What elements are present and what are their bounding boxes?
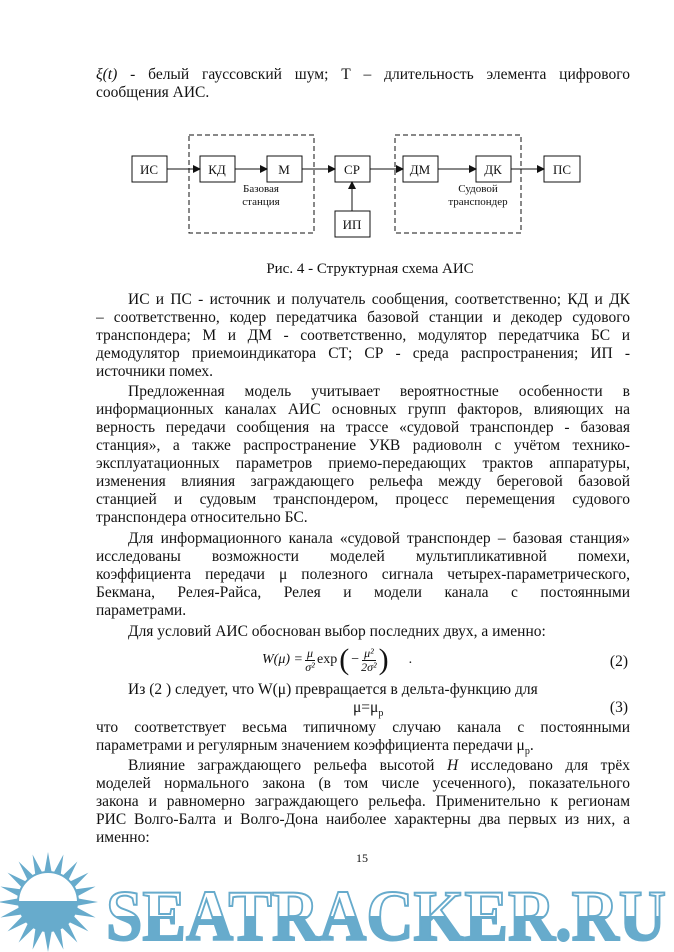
text-line: исследованы возможности моделей мультипликативной помехи, <box>96 548 630 565</box>
group-label: транспондер <box>448 196 508 208</box>
text-line: что соответствует весьма типичному случаю канала с постоянными <box>96 719 630 736</box>
figure-caption: Рис. 4 - Структурная схема АИС <box>266 261 474 277</box>
watermark-text: SEATRACKER.RU <box>106 876 666 952</box>
eq-dot: . <box>408 652 413 667</box>
equation-2 <box>262 645 412 675</box>
block-kd: КД <box>208 162 226 177</box>
equation-3 <box>353 699 383 719</box>
variable-h: H <box>446 757 459 774</box>
eq-text: μ=μ <box>353 699 379 716</box>
subscript: р <box>524 746 530 758</box>
text-line: изменения влияния заграждающего рельефа между береговой базовой <box>96 473 630 490</box>
minus: − <box>351 652 360 667</box>
structure-diagram <box>0 0 674 260</box>
text-line: коэффициента передачи μ полезного сигнала четырех-параметрического, <box>96 566 630 583</box>
text-line <box>96 757 630 775</box>
numerator: μ <box>306 645 313 660</box>
block-m: М <box>278 162 290 177</box>
block-ps: ПС <box>552 162 572 177</box>
text-line: Бекмана, Релея-Райса, Релея и модели канала с постоянными <box>96 584 630 601</box>
text: - белый гауссовский шум; Т – длительность элемента цифрового <box>117 66 630 83</box>
text-line: ИС и ПС - источник и получатель сообщения, соответственно; КД и ДК <box>128 291 630 308</box>
right-paren: ) <box>378 643 389 676</box>
block-ip: ИП <box>342 217 362 232</box>
block-dm: ДМ <box>409 162 431 177</box>
text-line: информационных каналах АИС основных групп факторов, влияющих на <box>96 401 630 418</box>
block-dk: ДК <box>484 162 502 177</box>
left-paren: ( <box>339 643 350 676</box>
text-line: Для условий АИС обоснован выбор последних двух, а именно: <box>128 623 546 640</box>
group-label: станция <box>242 196 280 208</box>
text-line: Предложенная модель учитывает вероятностные особенности в <box>128 383 630 400</box>
text-line: параметрами. <box>96 602 187 619</box>
text: . <box>529 737 534 754</box>
text-line: Для информационного канала «судовой транспондер – базовая станция» <box>128 530 630 547</box>
block-sr: СР <box>344 162 360 177</box>
equation-number: (3) <box>609 699 628 716</box>
group-label: Судовой <box>458 183 498 195</box>
paragraph <box>96 681 630 699</box>
text-line: станцией и судовым транспондером, процесс перемещения судового <box>96 491 630 508</box>
exp: exp <box>317 652 338 667</box>
text-line: верность передачи сообщения на трассе «судовой транспондер - базовая <box>96 419 630 436</box>
text-line: станция», а также распространение УКВ радиоволн с учётом технико- <box>96 437 630 454</box>
numerator: μ² <box>364 645 374 660</box>
text-line: сообщения АИС. <box>96 84 210 101</box>
eq-lhs: W(μ) = <box>262 652 303 667</box>
paragraph <box>96 383 630 527</box>
sun-logo-icon <box>0 852 98 952</box>
paragraph <box>96 719 630 758</box>
text-line: Из (2 ) следует, что W(μ) превращается в дельта-функцию для <box>128 681 538 698</box>
group-label: Базовая <box>243 183 279 195</box>
text-line: параметрами и регулярным значением коэффициента передачи μ <box>96 737 525 754</box>
text-line: транспондера; М и ДМ - соответственно, модулятор передатчика БС и <box>96 327 630 344</box>
fraction <box>305 647 315 674</box>
denominator: 2σ² <box>361 659 377 674</box>
seatracker-watermark <box>0 850 674 952</box>
text-line: – соответственно, кодер передатчика базовой станции и декодер судового <box>96 309 630 326</box>
text-line: именно: <box>96 829 150 846</box>
text-line: эксплуатационных параметров приемо-передающих трактов аппаратуры, <box>96 455 630 472</box>
paragraph <box>96 757 630 847</box>
text-line: транспондера относительно БС. <box>96 509 308 526</box>
text-line: демодулятор приемоиндикатора СТ; СР - среда распространения; ИП - <box>96 345 630 362</box>
text-line: закона и равномерно заграждающего рельефа. Применительно к регионам <box>96 793 630 810</box>
paragraph <box>96 623 630 641</box>
text-line: РИС Волго-Балта и Волго-Дона наиболее характерны два первых из них, а <box>96 811 630 828</box>
eq-sub: р <box>378 708 384 720</box>
text-line: моделей нормального закона (в том числе усеченного), показательного <box>96 775 630 792</box>
paragraph <box>96 291 630 381</box>
block-is: ИС <box>139 162 159 177</box>
paragraph <box>96 530 630 620</box>
text: исследовано для трёх <box>458 757 630 774</box>
fraction <box>361 647 377 674</box>
equation-number: (2) <box>609 653 628 670</box>
page-number: 15 <box>356 851 368 865</box>
text: Влияние заграждающего рельефа высотой <box>128 757 447 774</box>
text-line: источники помех. <box>96 363 214 380</box>
xi-symbol: ξ(t) <box>96 66 118 83</box>
denominator: σ² <box>305 659 315 674</box>
